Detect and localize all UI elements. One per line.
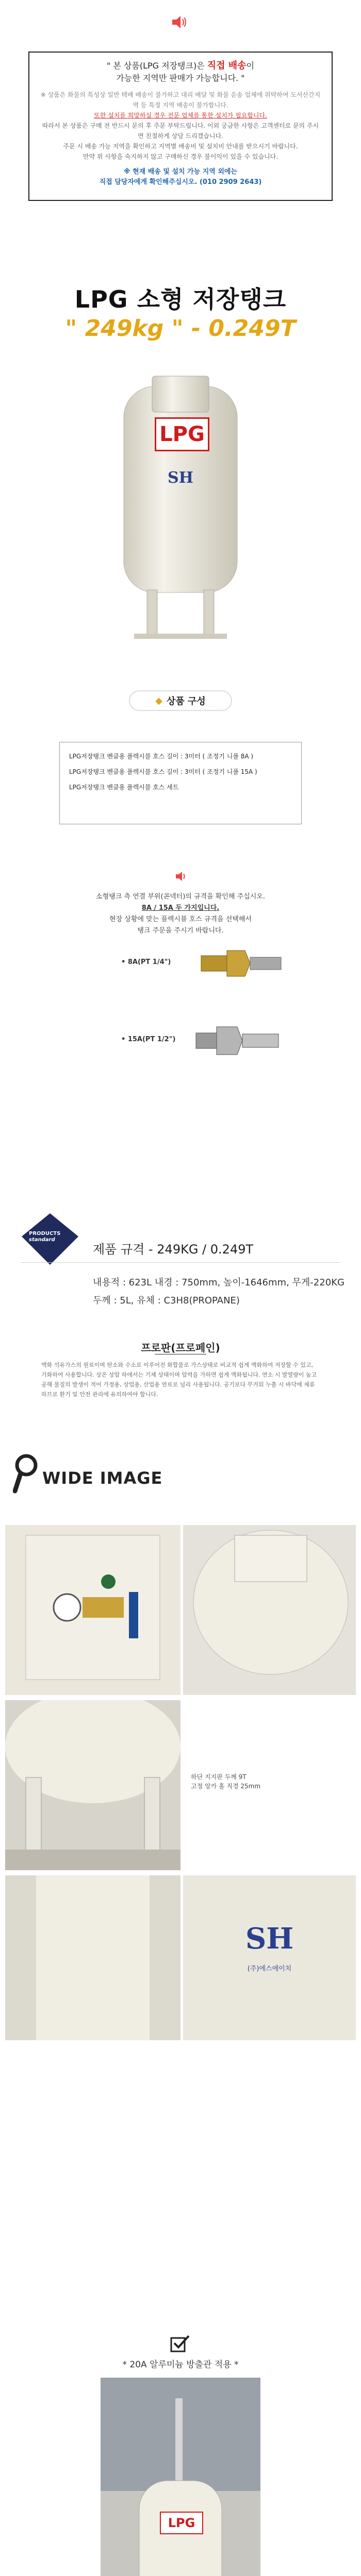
- sh-logo: SH: [245, 1922, 294, 1956]
- list-item: LPG저장탱크 벤클용 플렉시블 호스 길이 : 3미터 ( 조정기 니플 15A ): [69, 768, 257, 775]
- side-photo: [5, 1875, 180, 2040]
- list-item: LPG저장탱크 벤클용 플렉시블 호스 세트: [69, 784, 179, 791]
- notice-paragraph-red: 또한 설치를 희망하실 경우 전문 업체를 통한 설치가 필요합니다.: [94, 112, 267, 119]
- divider: [21, 1262, 340, 1263]
- fitting-sizes: 8A / 15A 두 가지입니다.: [141, 904, 220, 912]
- valve-photo: [5, 1525, 180, 1695]
- fitting-15a-photo: [191, 1012, 289, 1069]
- composition-list: [59, 742, 302, 824]
- products-standard-badge: PRODUCTS standard: [22, 1213, 78, 1265]
- installed-tank-photo: [101, 2378, 260, 2576]
- base-caption: 하단 지지판 두께 9T 고정 앙카 홀 직경 25mm: [191, 1773, 261, 1790]
- wide-image-title: WIDE IMAGE: [42, 1468, 163, 1488]
- propane-description: 액화 석유가스의 원료이며 탄소와 수소로 이루어진 화합물로 가스상태로 비교적 쉽게 액화하여 저장할 수 있고, 기화하여 사용합니다. 상온 상압 하에서는 기체 상태이며 압력을 가하면 쉽게 액화됩니다. 연소 시 발열량이 높고 공해 물질의 발생이 적어 가정용, 상업용, 산업용 연료로 널리 사용됩니다. 공기보다 무거워 누출 시 바닥에 체류하므로 환기 및 안전 관리에 유의하여야 합니다.: [41, 1362, 317, 1398]
- fitting-instruction: 현장 상황에 맞는 플렉시블 호스 규격을 선택해서: [109, 916, 252, 923]
- delivery-notice-box: [28, 52, 333, 201]
- notice-paragraph: ※ 상품은 화물의 특성상 일반 택배 배송이 불가하고 대리 배달 및 화물 운송 업체에 위탁하여 도서산간지역 등 특정 지역 배송이 불가합니다.: [40, 91, 321, 109]
- propane-title: 프로판(프로페인): [141, 1342, 220, 1354]
- product-capacity: " 249kg " - 0.249T: [65, 315, 296, 342]
- fitting-8a-photo: [196, 938, 289, 989]
- notice-paragraph: 따라서 본 상품은 구매 전 반드시 문의 후 주문 부탁드립니다. 이외 궁금한 사항은 고객센터로 문의 주시면 친절하게 상담 드리겠습니다.: [42, 122, 319, 140]
- spec-material: 두께 : 5L, 유체 : C3H8(PROPANE): [93, 1295, 240, 1306]
- fitting-instruction: 소형탱크 측 연결 부위(콘넥터)의 규격을 확인해 주십시오.: [96, 893, 265, 901]
- spec-dimensions: 내용적 : 623L 내경 : 750mm, 높이-1646mm, 무게-220KG: [93, 1277, 344, 1288]
- sh-logo-text: (주)에스에이치: [247, 1965, 292, 1973]
- notice-footer-line: ※ 현재 배송 및 설치 가능 지역 외에는: [123, 168, 238, 176]
- list-item: LPG저장탱크 벤클용 플렉시블 호스 길이 : 3미터 ( 조정기 니플 8A ): [69, 753, 254, 760]
- contact-phone: 직접 담당자에게 확인해주십시오. (010 2909 2643): [99, 178, 262, 186]
- magnifier-icon: [13, 1453, 44, 1496]
- logo-photo: [183, 1875, 356, 2040]
- chevron-icon: ◆: [155, 695, 162, 706]
- composition-header: ◆ 상품 구성: [129, 690, 232, 711]
- checkmark-icon: [170, 2334, 191, 2354]
- fitting-8a-label: • 8A(PT 1/4"): [121, 958, 171, 966]
- aluminum-caption: * 20A 알루미늄 방출관 적용 *: [122, 2360, 239, 2370]
- product-title: LPG 소형 저장탱크: [74, 285, 287, 313]
- notice-paragraph: 만약 위 사항을 숙지하지 않고 구매하신 경우 불이익이 있을 수 있습니다.: [83, 153, 278, 160]
- delivery-notice-heading: " 본 상품(LPG 저장탱크)은 직접 배송이 가능한 지역만 판매가 가능합니다. ": [106, 60, 255, 83]
- tank-lpg-label: LPG: [160, 2512, 203, 2534]
- notice-paragraph: 주문 시 배송 가능 지역을 확인하고 지역별 배송비 및 설치비 안내를 받으시기 바랍니다.: [63, 143, 298, 150]
- tank-base-photo: [5, 1700, 180, 1870]
- tank-photo: [103, 355, 258, 644]
- speaker-icon: [175, 871, 189, 884]
- speaker-icon: [171, 14, 190, 30]
- tank-top-photo: [183, 1525, 356, 1695]
- tank-logo: SH: [167, 469, 193, 487]
- fitting-15a-label: • 15A(PT 1/2"): [121, 1036, 176, 1043]
- spec-title: 제품 규격 - 249KG / 0.249T: [93, 1242, 254, 1257]
- fitting-instruction: 탱크 주문을 주시기 바랍니다.: [137, 927, 224, 935]
- tank-lpg-label: LPG: [155, 417, 209, 451]
